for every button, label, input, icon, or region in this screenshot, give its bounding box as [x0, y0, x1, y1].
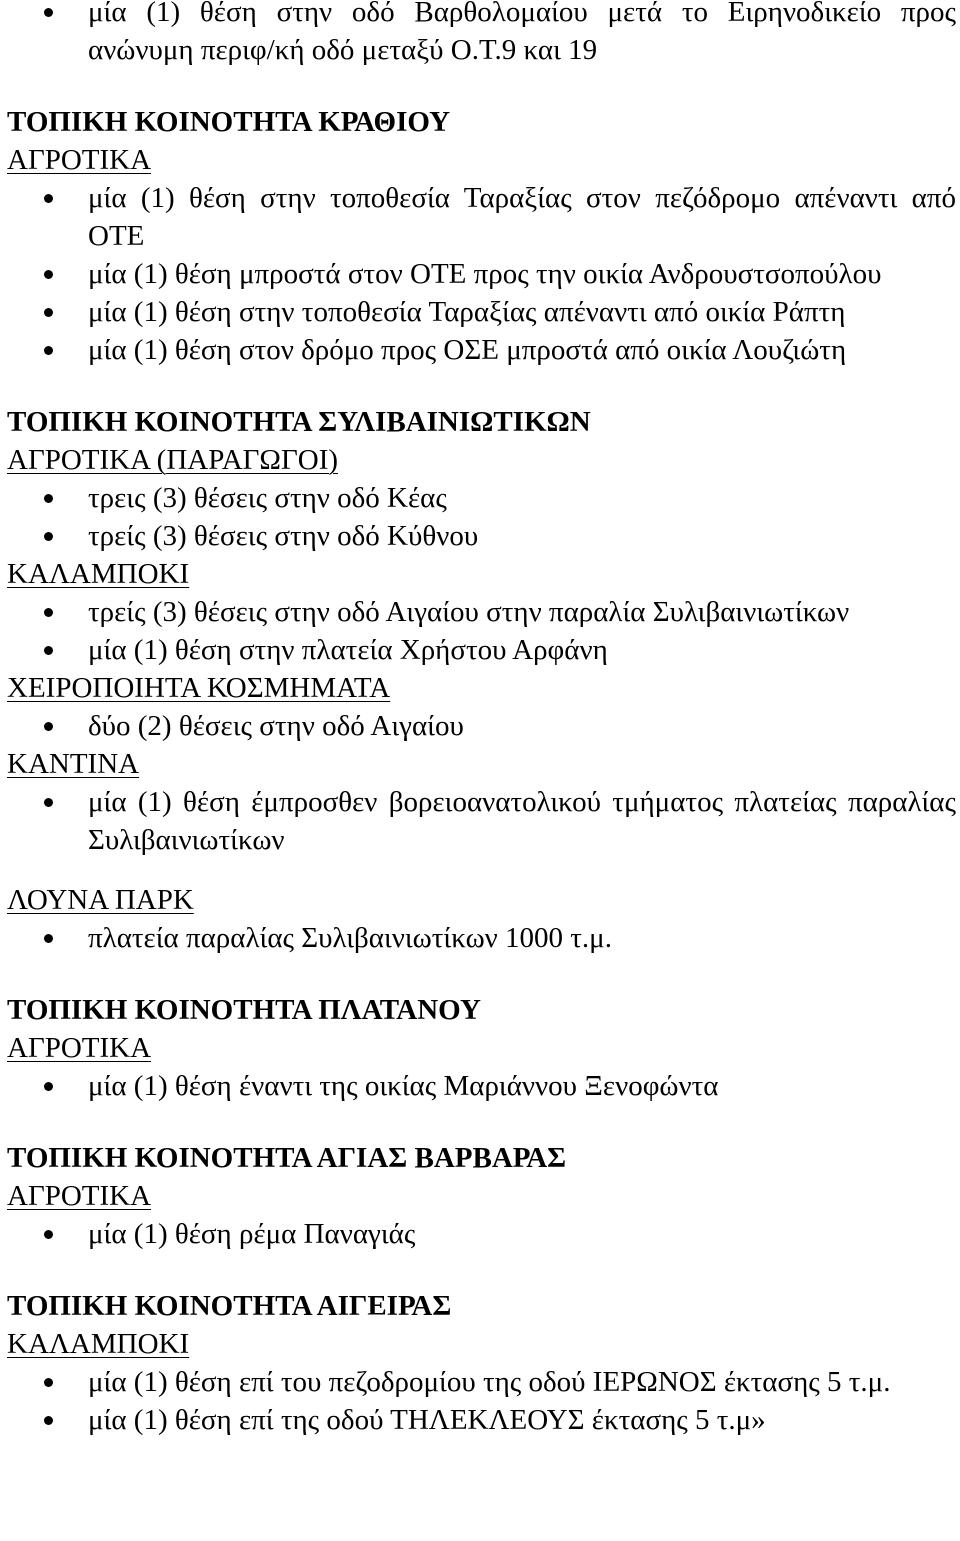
category-label: ΛΟΥΝΑ ΠΑΡΚ	[7, 884, 194, 916]
list-item: μία (1) θέση έμπροσθεν βορειοανατολικού τμήματος πλατείας παραλίας Συλιβαινιωτίκων	[0, 783, 960, 859]
category-label: ΚΑΛΑΜΠΟΚΙ	[7, 1328, 190, 1360]
item-list	[0, 707, 960, 745]
list-item: μία (1) θέση μπροστά στον ΟΤΕ προς την οικία Ανδρουστσοπούλου	[0, 255, 960, 293]
category-label: ΚΑΝΤΙΝΑ	[7, 748, 140, 780]
item-list	[0, 479, 960, 555]
category-label: ΑΓΡΟΤΙΚΑ	[7, 144, 152, 176]
list-item: τρείς (3) θέσεις στην οδό Αιγαίου στην παραλία Συλιβαινιωτίκων	[0, 593, 960, 631]
category-label: ΑΓΡΟΤΙΚΑ (ΠΑΡΑΓΩΓΟΙ)	[7, 444, 339, 476]
list-item: μία (1) θέση στην πλατεία Χρήστου Αρφάνη	[0, 631, 960, 669]
item-list	[0, 593, 960, 669]
item-list	[0, 1215, 960, 1253]
item-list	[0, 0, 960, 69]
community-heading-aigeiras: ΤΟΠΙΚΗ ΚΟΙΝΟΤΗΤΑ ΑΙΓΕΙΡΑΣ	[7, 1290, 452, 1322]
category-label: ΧΕΙΡΟΠΟΙΗΤΑ ΚΟΣΜΗΜΑΤΑ	[7, 672, 391, 704]
item-list	[0, 783, 960, 859]
list-item: μία (1) θέση στην τοποθεσία Ταραξίας απέναντι από οικία Ράπτη	[0, 293, 960, 331]
list-item: τρεις (3) θέσεις στην οδό Κέας	[0, 479, 960, 517]
list-item: μία (1) θέση επί της οδού ΤΗΛΕΚΛΕΟΥΣ έκτασης 5 τ.μ»	[0, 1401, 960, 1439]
list-item: μία (1) θέση επί του πεζοδρομίου της οδού ΙΕΡΩΝΟΣ έκτασης 5 τ.μ.	[0, 1363, 960, 1401]
item-list	[0, 179, 960, 369]
item-list	[0, 1363, 960, 1439]
category-label: ΚΑΛΑΜΠΟΚΙ	[7, 558, 190, 590]
category-label: ΑΓΡΟΤΙΚΑ	[7, 1032, 152, 1064]
community-heading-platanou: ΤΟΠΙΚΗ ΚΟΙΝΟΤΗΤΑ ΠΛΑΤΑΝΟΥ	[7, 994, 481, 1026]
list-item: μία (1) θέση στον δρόμο προς ΟΣΕ μπροστά από οικία Λουζιώτη	[0, 331, 960, 369]
community-heading-sylivainiotikon: ΤΟΠΙΚΗ ΚΟΙΝΟΤΗΤΑ ΣΥΛΙΒΑΙΝΙΩΤΙΚΩΝ	[7, 406, 591, 438]
list-item: μία (1) θέση στην τοποθεσία Ταραξίας στον πεζόδρομο απέναντι από ΟΤΕ	[0, 179, 960, 255]
category-label: ΑΓΡΟΤΙΚΑ	[7, 1180, 152, 1212]
list-item: μία (1) θέση έναντι της οικίας Μαριάννου Ξενοφώντα	[0, 1067, 960, 1105]
community-heading-agias-varvaras: ΤΟΠΙΚΗ ΚΟΙΝΟΤΗΤΑ ΑΓΙΑΣ ΒΑΡΒΑΡΑΣ	[7, 1142, 567, 1174]
community-heading-krathiou: ΤΟΠΙΚΗ ΚΟΙΝΟΤΗΤΑ ΚΡΑΘΙΟΥ	[7, 106, 451, 138]
list-item: δύο (2) θέσεις στην οδό Αιγαίου	[0, 707, 960, 745]
item-list	[0, 1067, 960, 1105]
list-item: τρείς (3) θέσεις στην οδό Κύθνου	[0, 517, 960, 555]
list-item: πλατεία παραλίας Συλιβαινιωτίκων 1000 τ.μ.	[0, 919, 960, 957]
item-list	[0, 919, 960, 957]
list-item: μία (1) θέση στην οδό Βαρθολομαίου μετά το Ειρηνοδικείο προς ανώνυμη περιφ/κή οδό μεταξύ Ο.Τ.9 και 19	[0, 0, 960, 69]
list-item: μία (1) θέση ρέμα Παναγιάς	[0, 1215, 960, 1253]
